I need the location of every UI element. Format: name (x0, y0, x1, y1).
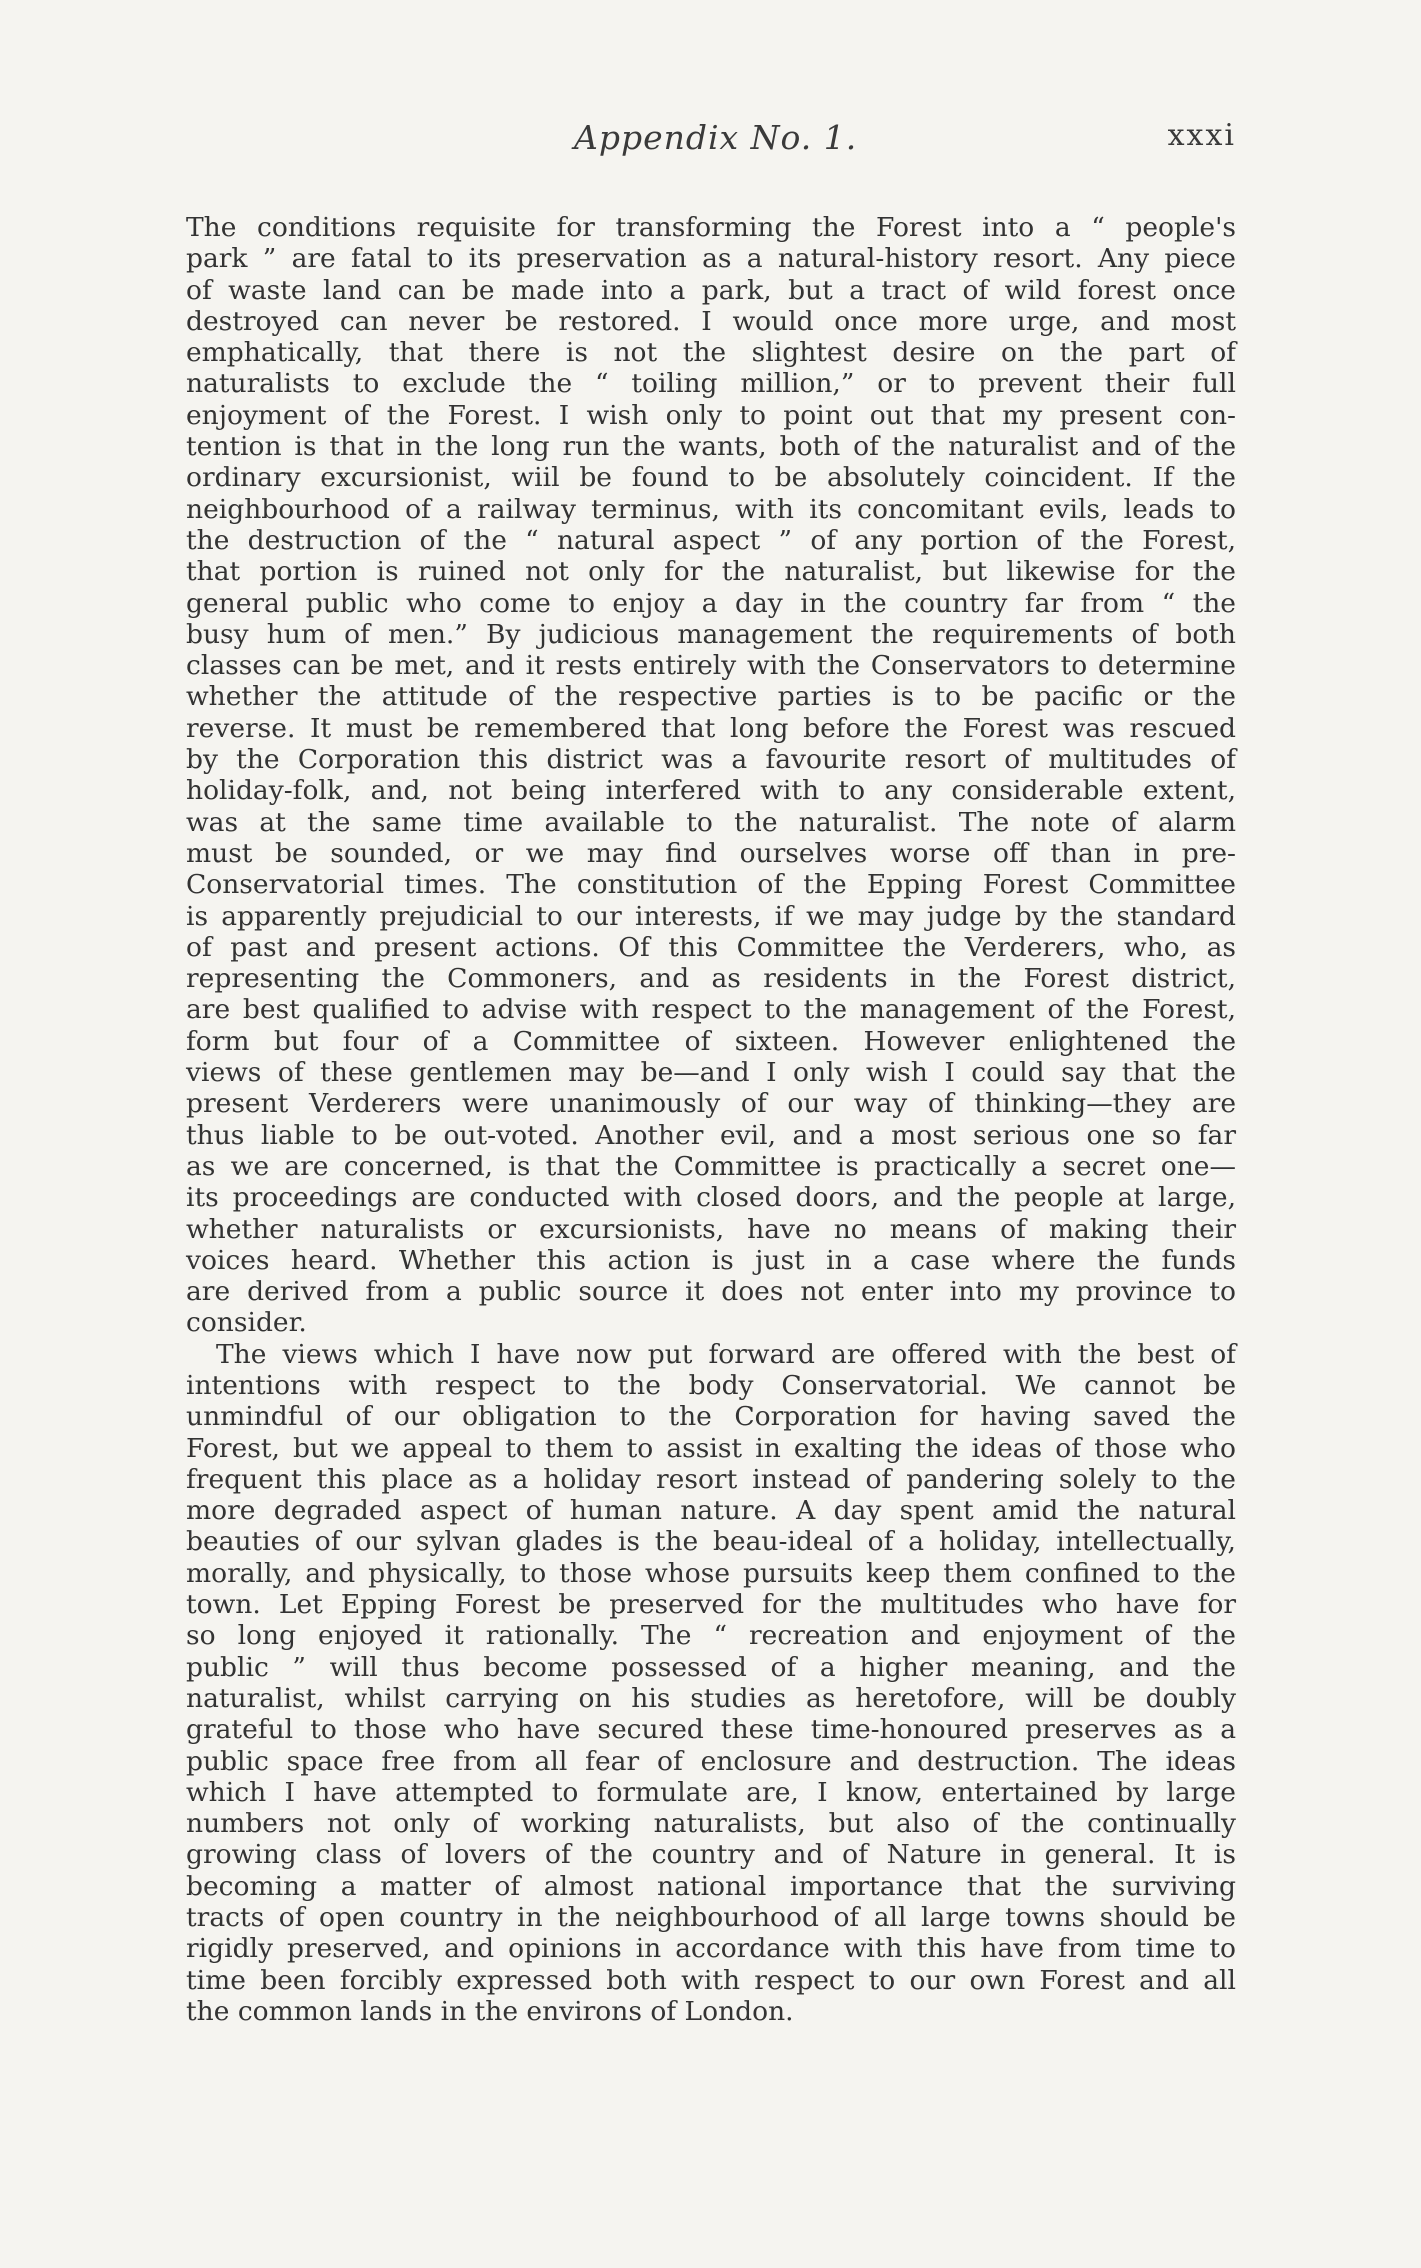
text-line: was at the same time available to the naturalist. The note of alarm (186, 806, 1236, 838)
text-line: is apparently prejudicial to our interests, if we may judge by the standard (186, 900, 1236, 932)
text-line: whether naturalists or excursionists, have no means of making their (186, 1213, 1236, 1245)
text-line: naturalists to exclude the “ toiling million,” or to prevent their full (186, 368, 1236, 400)
text-line: present Verderers were unanimously of our way of thinking—they are (186, 1088, 1236, 1120)
text-line: neighbourhood of a railway terminus, with its concomitant evils, leads to (186, 493, 1236, 525)
text-line: form but four of a Committee of sixteen. However enlightened the (186, 1025, 1236, 1057)
text-line: grateful to those who have secured these time-honoured preserves as a (186, 1714, 1236, 1746)
text-line: tention is that in the long run the wants, both of the naturalist and of the (186, 431, 1236, 463)
text-line: which I have attempted to formulate are, I know, entertained by large (186, 1776, 1236, 1808)
text-line: morally, and physically, to those whose pursuits keep them confined to the (186, 1557, 1236, 1589)
text-line: more degraded aspect of human nature. A day spent amid the natural (186, 1495, 1236, 1527)
paragraph (186, 1339, 1236, 2028)
text-line: views of these gentlemen may be—and I only wish I could say that the (186, 1057, 1236, 1089)
page-number: xxxi (1167, 118, 1236, 153)
body-text (186, 212, 1236, 2027)
text-line: that portion is ruined not only for the naturalist, but likewise for the (186, 556, 1236, 588)
text-line: holiday-folk, and, not being interfered with to any considerable extent, (186, 775, 1236, 807)
text-line: The conditions requisite for transforming the Forest into a “ people's (186, 212, 1236, 243)
text-line: intentions with respect to the body Conservatorial. We cannot be (186, 1369, 1236, 1401)
text-line: as we are concerned, is that the Committee is practically a secret one— (186, 1150, 1236, 1182)
text-line: beauties of our sylvan glades is the beau-ideal of a holiday, intellectually, (186, 1526, 1236, 1558)
text-line: so long enjoyed it rationally. The “ recreation and enjoyment of the (186, 1620, 1236, 1652)
text-line: time been forcibly expressed both with respect to our own Forest and all (186, 1964, 1236, 1996)
text-line: rigidly preserved, and opinions in accordance with this have from time to (186, 1933, 1236, 1965)
text-line: park ” are fatal to its preservation as a natural-history resort. Any piece (186, 243, 1236, 275)
text-line: busy hum of men.” By judicious management the requirements of both (186, 618, 1236, 650)
text-line: becoming a matter of almost national importance that the surviving (186, 1870, 1236, 1902)
text-line: destroyed can never be restored. I would once more urge, and most (186, 305, 1236, 337)
text-line: of past and present actions. Of this Committee the Verderers, who, as (186, 931, 1236, 963)
running-head (186, 118, 1236, 168)
text-line: its proceedings are conducted with closed doors, and the people at large, (186, 1182, 1236, 1214)
text-line: by the Corporation this district was a favourite resort of multitudes of (186, 744, 1236, 776)
text-line: town. Let Epping Forest be preserved for the multitudes who have for (186, 1589, 1236, 1621)
text-line: the common lands in the environs of London. (186, 1995, 794, 2027)
text-line: growing class of lovers of the country and of Nature in general. It is (186, 1839, 1236, 1871)
text-line: thus liable to be out-voted. Another evil, and a most serious one so far (186, 1119, 1236, 1151)
running-title: Appendix No. 1. (574, 118, 858, 157)
text-line: classes can be met, and it rests entirely with the Conservators to determine (186, 650, 1236, 682)
text-line: emphatically, that there is not the slightest desire on the part of (186, 337, 1236, 369)
text-line: public space free from all fear of enclosure and destruction. The ideas (186, 1745, 1236, 1777)
paragraph (186, 212, 1236, 1339)
text-line: enjoyment of the Forest. I wish only to point out that my present con- (186, 399, 1236, 431)
text-line: whether the attitude of the respective parties is to be pacific or the (186, 681, 1236, 713)
text-line: general public who come to enjoy a day in the country far from “ the (186, 587, 1236, 619)
text-line: consider. (186, 1307, 307, 1339)
text-line: tracts of open country in the neighbourhood of all large towns should be (186, 1902, 1236, 1934)
text-line: representing the Commoners, and as residents in the Forest district, (186, 963, 1236, 995)
text-line: of waste land can be made into a park, but a tract of wild forest once (186, 274, 1236, 306)
text-line: must be sounded, or we may find ourselves worse off than in pre- (186, 837, 1236, 869)
text-line: reverse. It must be remembered that long before the Forest was rescued (186, 712, 1236, 744)
text-line: are best qualified to advise with respect to the management of the Forest, (186, 994, 1236, 1026)
text-line: Forest, but we appeal to them to assist in exalting the ideas of those who (186, 1432, 1236, 1464)
text-line: the destruction of the “ natural aspect ” of any portion of the Forest, (186, 524, 1236, 556)
text-line: Conservatorial times. The constitution of the Epping Forest Committee (186, 869, 1236, 901)
text-line: The views which I have now put forward are offered with the best of (216, 1338, 1236, 1370)
text-line: public ” will thus become possessed of a higher meaning, and the (186, 1651, 1236, 1683)
text-line: ordinary excursionist, wiil be found to be absolutely coincident. If the (186, 462, 1236, 494)
text-line: voices heard. Whether this action is just in a case where the funds (186, 1244, 1236, 1276)
text-line: are derived from a public source it does not enter into my province to (186, 1276, 1236, 1308)
text-line: naturalist, whilst carrying on his studies as heretofore, will be doubly (186, 1682, 1236, 1714)
text-line: numbers not only of working naturalists, but also of the continually (186, 1808, 1236, 1840)
text-line: unmindful of our obligation to the Corporation for having saved the (186, 1401, 1236, 1433)
text-line: frequent this place as a holiday resort instead of pandering solely to the (186, 1463, 1236, 1495)
